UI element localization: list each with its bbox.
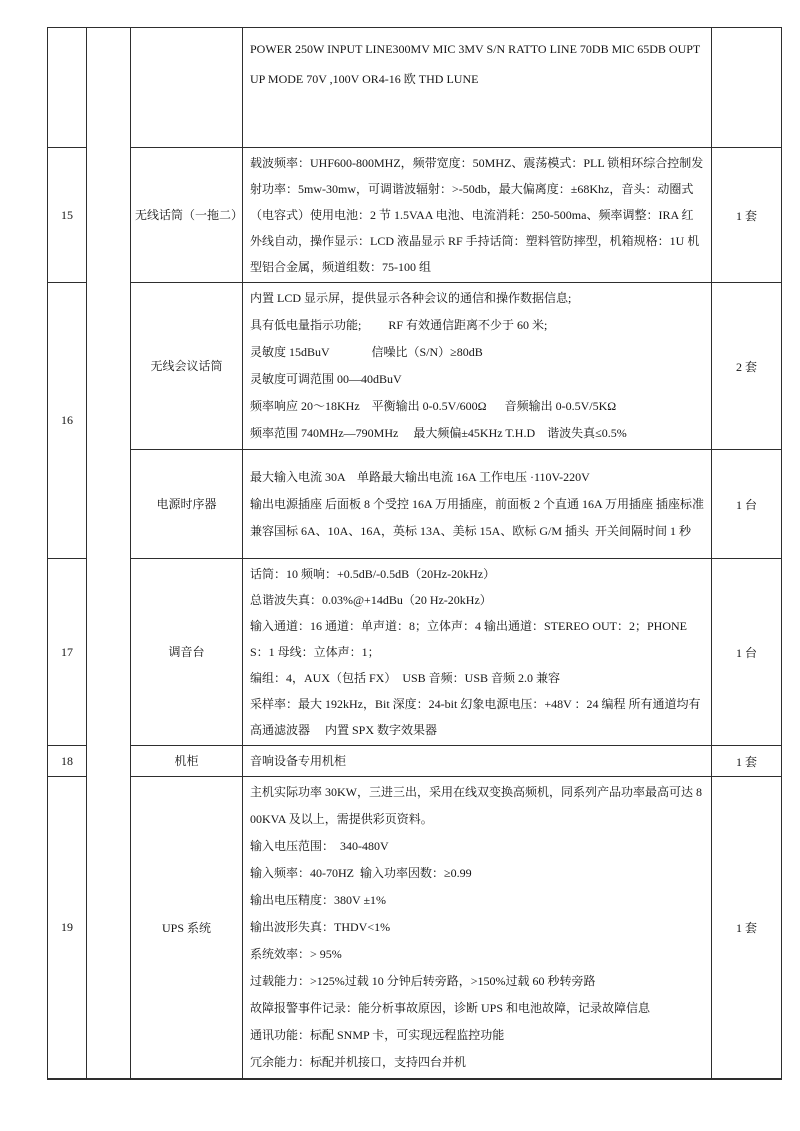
table-row xyxy=(48,559,782,746)
item-name-cell: 无线会议话筒 xyxy=(131,283,243,450)
spec-text-line: 通讯功能：标配 SNMP 卡，可实现远程监控功能 xyxy=(250,1028,505,1042)
spec-text-line: 输入通道：16 通道：单声道：8；立体声：4 输出通道：STEREO OUT：2；PHONES：1 母线：立体声：1； xyxy=(250,619,688,659)
spec-cell xyxy=(243,283,712,450)
quantity-cell: 1 台 xyxy=(712,450,782,559)
spec-text-line: 系统效率：> 95% xyxy=(250,947,342,961)
table-row xyxy=(48,450,782,559)
table-row xyxy=(48,283,782,450)
spec-cell xyxy=(243,777,712,1080)
equipment-spec-table xyxy=(47,27,782,1080)
spec-text-line: 音响设备专用机柜 xyxy=(250,754,347,768)
spec-text-line: 过载能力：>125%过载 10 分钟后转旁路，>150%过载 60 秒转旁路 xyxy=(250,974,596,988)
spec-cell xyxy=(243,450,712,559)
spec-text-line: 编组：4，AUX（包括 FX） USB 音频：USB 音频 2.0 兼容 xyxy=(250,671,561,685)
item-name-cell: 电源时序器 xyxy=(131,450,243,559)
spec-text-line: 具有低电量指示功能; RF 有效通信距离不少于 60 米; xyxy=(250,318,548,332)
row-number-cell: 17 xyxy=(48,559,87,746)
quantity-cell xyxy=(712,28,782,148)
row-number-cell: 18 xyxy=(48,746,87,777)
spec-text-line: 采样率：最大 192kHz，Bit 深度：24-bit 幻象电源电压：+48V ：24 编程 所有通道均有高通滤波器 内置 SPX 数字效果器 xyxy=(250,697,701,737)
table-row xyxy=(48,148,782,283)
spec-text-line: 故障报警事件记录：能分析事故原因，诊断 UPS 和电池故障，记录故障信息 xyxy=(250,1001,651,1015)
spec-text-line: 输入频率：40-70HZ 输入功率因数：≥0.99 xyxy=(250,866,472,880)
spec-text-line: 输出电源插座 后面板 8 个受控 16A 万用插座，前面板 2 个直通 16A 万用插座 插座标准 兼容国标 6A、10A、16A，英标 13A、美标 15A、欧标 G/M 插头 开关间隔时间 1 秒 xyxy=(250,496,708,538)
spec-text-line: 频率响应 20～18KHz 平衡输出 0-0.5V/600Ω 音频输出 0-0.5V/5KΩ xyxy=(250,399,617,413)
item-name-cell: 无线话筒（一拖二） xyxy=(131,148,243,283)
quantity-cell: 1 套 xyxy=(712,777,782,1080)
spec-text-line: 输入电压范围： 340-480V xyxy=(250,839,389,853)
spec-text-line: 最大输入电流 30A 单路最大输出电流 16A 工作电压 ·110V-220V xyxy=(250,469,590,484)
item-name-cell: UPS 系统 xyxy=(131,777,243,1080)
category-cell-merged xyxy=(87,28,131,1080)
spec-text-line: 频率范围 740MHz—790MHz 最大频偏±45KHz T.H.D 谐波失真≤0.5% xyxy=(250,426,627,440)
table-row xyxy=(48,777,782,1080)
item-name-cell: 机柜 xyxy=(131,746,243,777)
row-number-cell xyxy=(48,28,87,148)
spec-text-line: 总谐波失真：0.03%@+14dBu（20 Hz-20kHz） xyxy=(250,593,492,607)
spec-text-line: 输出电压精度：380V ±1% xyxy=(250,893,387,907)
quantity-cell: 2 套 xyxy=(712,283,782,450)
table-row xyxy=(48,746,782,777)
quantity-cell: 1 套 xyxy=(712,148,782,283)
spec-text-line: 输出波形失真：THDV<1% xyxy=(250,920,391,934)
spec-cell xyxy=(243,559,712,746)
spec-text-line: POWER 250W INPUT LINE300MV MIC 3MV S/N RATTO LINE 70DB MIC 65DB OUPTUP MODE 70V ,100V OR4-16 欧 THD LUNE xyxy=(250,42,701,86)
spec-text-line: 灵敏度 15dBuV 信噪比（S/N）≥80dB xyxy=(250,345,483,359)
row-number-cell: 16 xyxy=(48,283,87,559)
quantity-cell: 1 台 xyxy=(712,559,782,746)
table-row xyxy=(48,28,782,148)
spec-text-line: 冗余能力：标配并机接口，支持四台并机 xyxy=(250,1055,467,1069)
row-number-cell: 15 xyxy=(48,148,87,283)
row-number-cell: 19 xyxy=(48,777,87,1080)
spec-cell xyxy=(243,746,712,777)
quantity-cell: 1 套 xyxy=(712,746,782,777)
spec-cell xyxy=(243,28,712,148)
spec-cell xyxy=(243,148,712,283)
item-name-cell: 调音台 xyxy=(131,559,243,746)
spec-text-line: 主机实际功率 30KW，三进三出，采用在线双变换高频机，同系列产品功率最高可达 800KVA 及以上，需提供彩页资料。 xyxy=(250,785,702,826)
spec-text-line: 灵敏度可调范围 00—40dBuV xyxy=(250,372,402,386)
spec-text-line: 话筒：10 频响：+0.5dB/-0.5dB（20Hz-20kHz） xyxy=(250,567,496,581)
item-name-cell xyxy=(131,28,243,148)
spec-text-line: 内置 LCD 显示屏，提供显示各种会议的通信和操作数据信息; xyxy=(250,291,572,305)
spec-text-line: 载波频率：UHF600-800MHZ，频带宽度：50MHZ、震荡模式：PLL 锁相环综合控制发射功率：5mw-30mw，可调谐波辐射：>-50db，最大偏离度：±68Khz，音头：动圈式（电容式）使用电池：2 节 1.5VAA 电池、电流消耗：250-500ma、频率调整：IRA 红外线自动，操作显示：LCD 液晶显示 RF 手持话筒：塑料管防摔型，机箱规格：1U 机型铝合金属，频道组数：75-100 组 xyxy=(250,156,704,274)
